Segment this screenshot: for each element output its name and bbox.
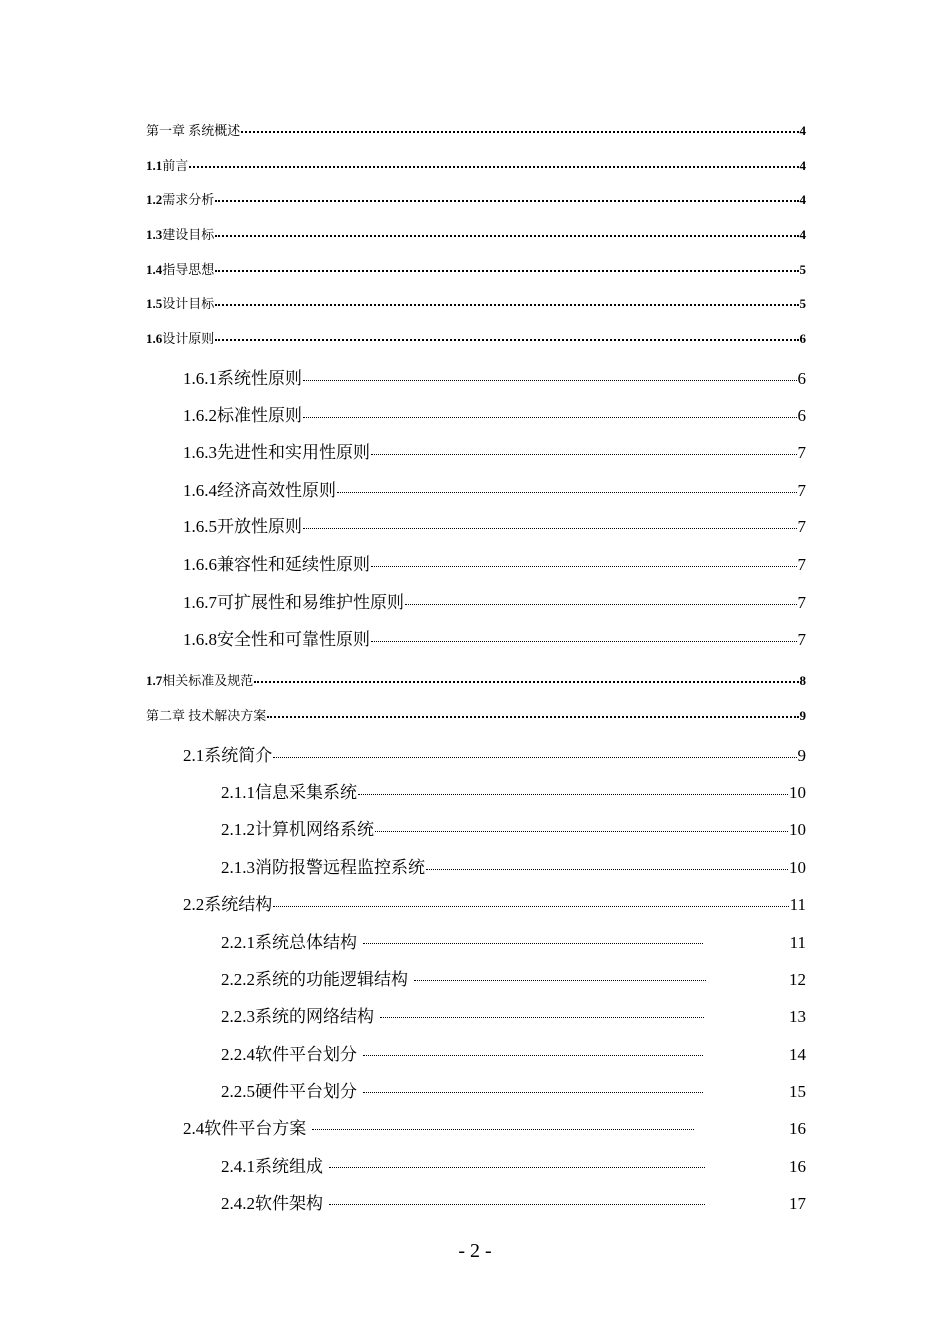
toc-entry-page: 10 (789, 820, 806, 839)
toc-entry-title: 硬件平台划分 (255, 1082, 357, 1101)
toc-entry-page: 7 (797, 630, 806, 649)
toc-dot-leader (337, 479, 797, 496)
toc-entry-title: 相关标准及规范 (162, 673, 254, 688)
toc-entry-number: 1.5 (146, 296, 163, 311)
toc-entry-number: 2.2.2 (221, 970, 255, 989)
toc-entry-number: 1.6.3 (183, 443, 217, 462)
toc-dot-leader (303, 404, 797, 421)
toc-entry-number: 1.6.1 (183, 369, 217, 388)
toc-entry-title: 安全性和可靠性原则 (217, 630, 370, 649)
toc-entry-title: 需求分析 (162, 192, 215, 207)
toc-entry-title: 设计原则 (162, 331, 215, 346)
toc-dot-leader (312, 1117, 694, 1134)
toc-entry-number: 2.2.5 (221, 1082, 255, 1101)
toc-dot-leader (371, 628, 797, 645)
toc-dot-leader (329, 1155, 705, 1172)
toc-entry[interactable] (146, 224, 806, 243)
toc-dot-leader (363, 1080, 703, 1097)
toc-entry[interactable] (146, 189, 806, 208)
toc-entry-title: 开放性原则 (217, 517, 302, 536)
toc-entry[interactable] (183, 438, 806, 463)
toc-entry-title: 先进性和实用性原则 (217, 443, 370, 462)
toc-entry-title: 可扩展性和易维护性原则 (217, 593, 404, 612)
toc-entry-title: 标准性原则 (217, 406, 302, 425)
toc-entry[interactable] (183, 1114, 806, 1139)
toc-entry[interactable] (183, 550, 806, 575)
toc-entry[interactable] (221, 1002, 806, 1027)
toc-entry[interactable] (183, 890, 806, 915)
toc-entry-title: 建设目标 (162, 227, 215, 242)
toc-dot-leader (414, 968, 706, 985)
toc-entry[interactable] (183, 512, 806, 537)
toc-entry-title: 消防报警远程监控系统 (255, 858, 425, 877)
toc-dot-leader (303, 367, 797, 384)
toc-entry-title: 系统的网络结构 (255, 1007, 374, 1026)
toc-dot-leader (215, 226, 798, 239)
toc-dot-leader (254, 672, 798, 685)
toc-entry[interactable] (183, 588, 806, 613)
toc-entry-title: 系统性原则 (217, 369, 302, 388)
toc-entry-title: 软件平台划分 (255, 1045, 357, 1064)
toc-entry-page: 17 (789, 1194, 806, 1213)
toc-entry-number: 2.2.4 (221, 1045, 255, 1064)
toc-entry-title: 软件架构 (255, 1194, 323, 1213)
toc-dot-leader (380, 1005, 704, 1022)
toc-entry-page: 10 (789, 858, 806, 877)
toc-entry-number: 2.2.1 (221, 933, 255, 952)
toc-entry-page: 7 (797, 517, 806, 536)
toc-entry-page: 15 (789, 1082, 806, 1101)
toc-entry-title: 设计目标 (162, 296, 215, 311)
toc-entry[interactable] (146, 705, 806, 724)
toc-entry[interactable] (221, 1077, 806, 1102)
toc-dot-leader (426, 856, 788, 873)
toc-entry-title: 计算机网络系统 (255, 820, 374, 839)
toc-dot-leader (405, 591, 797, 608)
toc-entry-page: 7 (797, 481, 806, 500)
toc-dot-leader (267, 707, 798, 720)
toc-entry[interactable] (221, 853, 806, 878)
toc-entry-number: 2.1.3 (221, 858, 255, 877)
toc-entry[interactable] (183, 364, 806, 389)
toc-dot-leader (358, 781, 788, 798)
toc-entry-page: 4 (799, 123, 806, 138)
toc-entry-page: 10 (789, 783, 806, 802)
toc-entry-title: 系统结构 (204, 895, 273, 914)
toc-entry-number: 2.4 (183, 1119, 205, 1138)
toc-entry-page: 11 (789, 933, 806, 952)
toc-entry-number: 2.1.2 (221, 820, 255, 839)
toc-entry[interactable] (221, 1152, 806, 1177)
toc-entry-title: 系统的功能逻辑结构 (255, 970, 408, 989)
toc-entry-number: 1.6.7 (183, 593, 217, 612)
toc-entry-title: 兼容性和延续性原则 (217, 555, 370, 574)
toc-entry-page: 13 (789, 1007, 806, 1026)
toc-entry-page: 7 (797, 443, 806, 462)
toc-entry-number: 1.6.5 (183, 517, 217, 536)
toc-entry-number: 1.7 (146, 673, 163, 688)
page-number-footer: - 2 - (458, 1240, 492, 1262)
toc-entry-page: 14 (789, 1045, 806, 1064)
toc-entry-number: 1.6.2 (183, 406, 217, 425)
toc-entry-number: 2.1 (183, 746, 205, 765)
toc-entry[interactable] (221, 1040, 806, 1065)
toc-entry-number: 1.1 (146, 158, 163, 173)
toc-entry-number: 2.4.2 (221, 1194, 255, 1213)
toc-entry-page: 7 (797, 555, 806, 574)
toc-entry-title: 第一章 系统概述 (146, 123, 241, 138)
toc-entry-number: 2.2.3 (221, 1007, 255, 1026)
toc-dot-leader (329, 1192, 705, 1209)
toc-entry[interactable] (183, 625, 806, 650)
toc-entry[interactable] (221, 778, 806, 803)
toc-dot-leader (273, 893, 788, 910)
toc-entry-title: 指导思想 (162, 262, 215, 277)
toc-dot-leader (363, 1043, 703, 1060)
toc-entry-page: 6 (799, 331, 806, 346)
toc-dot-leader (371, 441, 797, 458)
toc-entry[interactable] (183, 401, 806, 426)
toc-dot-leader (375, 818, 788, 835)
toc-entry-page: 16 (789, 1119, 806, 1138)
toc-entry-number: 2.2 (183, 895, 205, 914)
toc-entry-page: 12 (789, 970, 806, 989)
toc-dot-leader (363, 931, 703, 948)
toc-entry[interactable] (183, 741, 806, 766)
toc-entry-page: 4 (799, 192, 806, 207)
toc-entry-number: 1.6 (146, 331, 163, 346)
toc-entry-title: 系统简介 (204, 746, 273, 765)
toc-entry[interactable] (146, 155, 806, 174)
toc-entry-number: 1.4 (146, 262, 163, 277)
toc-entry[interactable] (221, 1189, 806, 1214)
toc-entry[interactable] (146, 328, 806, 347)
toc-dot-leader (303, 515, 797, 532)
toc-entry-number: 2.4.1 (221, 1157, 255, 1176)
toc-dot-leader (215, 295, 798, 308)
toc-entry-title: 软件平台方案 (204, 1119, 307, 1138)
toc-entry[interactable] (221, 928, 806, 953)
toc-entry-number: 1.6.4 (183, 481, 217, 500)
toc-entry-number: 1.6.6 (183, 555, 217, 574)
toc-entry-page: 7 (797, 593, 806, 612)
toc-dot-leader (371, 553, 797, 570)
toc-entry-title: 前言 (162, 158, 189, 173)
toc-entry-title: 经济高效性原则 (217, 481, 336, 500)
toc-entry-title: 系统组成 (255, 1157, 323, 1176)
toc-dot-leader (241, 122, 798, 135)
toc-entry-page: 6 (797, 369, 806, 388)
toc-entry-page: 6 (797, 406, 806, 425)
toc-dot-leader (215, 191, 798, 204)
toc-entry-page: 4 (799, 158, 806, 173)
toc-dot-leader (273, 744, 796, 761)
toc-entry-page: 11 (789, 895, 806, 914)
toc-entry-title: 第二章 技术解决方案 (146, 708, 267, 723)
toc-dot-leader (215, 330, 798, 343)
toc-entry-number: 1.6.8 (183, 630, 217, 649)
toc-entry-page: 9 (797, 746, 806, 765)
toc-entry[interactable] (146, 259, 806, 278)
toc-entry-title: 信息采集系统 (255, 783, 357, 802)
toc-entry-page: 9 (799, 708, 806, 723)
toc-entry-page: 5 (799, 296, 806, 311)
toc-entry[interactable] (146, 120, 806, 139)
toc-entry[interactable] (183, 476, 806, 501)
toc-entry-page: 16 (789, 1157, 806, 1176)
toc-entry-page: 8 (799, 673, 806, 688)
toc-entry-page: 4 (799, 227, 806, 242)
toc-entry-number: 1.2 (146, 192, 163, 207)
toc-entry-title: 系统总体结构 (255, 933, 357, 952)
toc-dot-leader (189, 157, 798, 170)
toc-entry[interactable] (221, 965, 806, 990)
toc-entry[interactable] (146, 293, 806, 312)
toc-entry-number: 1.3 (146, 227, 163, 242)
toc-dot-leader (215, 261, 798, 274)
toc-entry-page: 5 (799, 262, 806, 277)
toc-entry-number: 2.1.1 (221, 783, 255, 802)
toc-entry[interactable] (221, 815, 806, 840)
toc-entry[interactable] (146, 670, 806, 689)
